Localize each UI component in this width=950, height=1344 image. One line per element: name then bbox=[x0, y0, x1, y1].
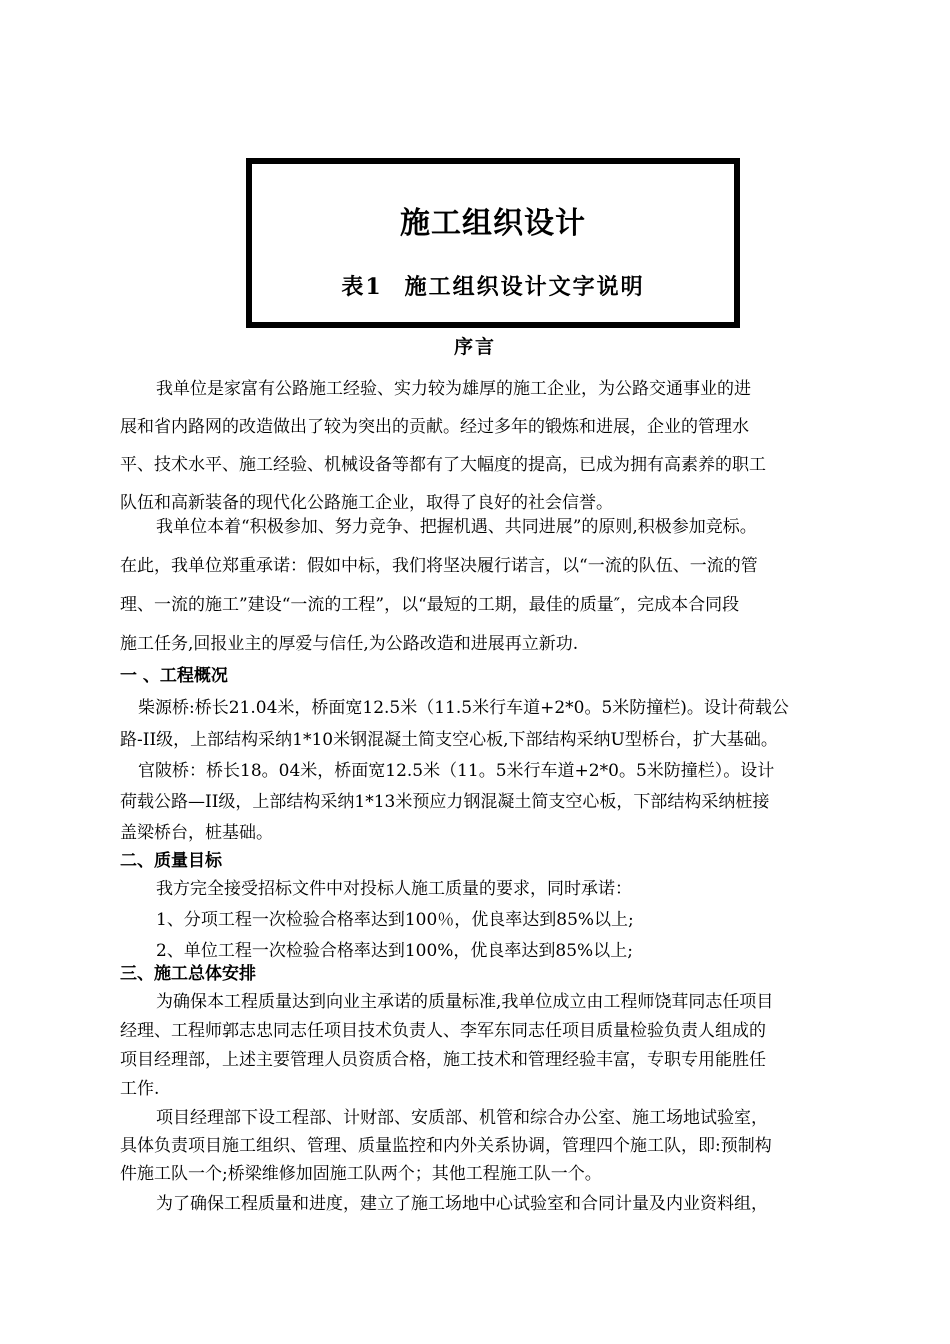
text-line: 平、技术水平、施工经验、机械设备等都有了大幅度的提高，已成为拥有高素养的职工 bbox=[120, 455, 766, 475]
section-3 bbox=[120, 961, 860, 987]
text-line: 荷载公路—II级，上部结构采纳1*13米预应力钢混凝土简支空心板，下部结构采纳桩接 bbox=[120, 792, 770, 812]
text-line: 为确保本工程质量达到向业主承诺的质量标准,我单位成立由工程师饶茸同志任项目 bbox=[156, 992, 774, 1012]
text-line: 1、分项工程一次检验合格率达到100％，优良率达到85%以上; bbox=[156, 910, 634, 930]
text-line: 项目经理部下设工程部、计财部、安质部、机管和综合办公室、施工场地试验室， bbox=[156, 1108, 768, 1128]
section-heading: 三、施工总体安排 bbox=[120, 964, 256, 984]
text-line: 我单位是家富有公路施工经验、实力较为雄厚的施工企业，为公路交通事业的进 bbox=[156, 379, 751, 399]
section-1-paragraph-2 bbox=[120, 756, 860, 849]
section-1 bbox=[120, 662, 860, 690]
section-3-paragraph-1 bbox=[120, 988, 860, 1104]
document-title: 施工组织设计 bbox=[400, 206, 586, 241]
text-line: 盖梁桥台，桩基础。 bbox=[120, 823, 273, 843]
text-line: 路-II级，上部结构采纳1*10米钢混凝土简支空心板,下部结构采纳U型桥台，扩大基础。 bbox=[120, 730, 778, 750]
text-line: 理、一流的施工”建设“一流的工程”，以“最短的工期，最佳的质量″，完成本合同段 bbox=[120, 595, 740, 615]
section-heading: 二、质量目标 bbox=[120, 851, 222, 871]
text-line: 经理、工程师郭志忠同志任项目技术负责人、李军东同志任项目质量检验负责人组成的 bbox=[120, 1021, 766, 1041]
text-line: 展和省内路网的改造做出了较为突出的贡献。经过多年的锻炼和进展，企业的管理水 bbox=[120, 417, 749, 437]
text-line: 队伍和高新装备的现代化公路施工企业，取得了良好的社会信誉。 bbox=[120, 493, 613, 513]
text-line: 2、单位工程一次检验合格率达到100%，优良率达到85%以上; bbox=[156, 941, 633, 961]
section-3-paragraph-2 bbox=[120, 1104, 860, 1188]
text-line: 在此，我单位郑重承诺：假如中标，我们将坚决履行诺言，以“一流的队伍、一流的管 bbox=[120, 556, 758, 576]
text-line: 柴源桥:桥长21.04米，桥面宽12.5米（11.5米行车道+2*0。5米防撞栏)。设计荷载公 bbox=[138, 698, 789, 718]
text-line: 为了确保工程质量和进度，建立了施工场地中心试验室和合同计量及内业资料组， bbox=[156, 1194, 768, 1214]
preface-heading: 序言 bbox=[453, 336, 496, 358]
text-line: 项目经理部，上述主要管理人员资质合格，施工技术和管理经验丰富，专职专用能胜任 bbox=[120, 1050, 766, 1070]
text-line: 工作. bbox=[120, 1079, 160, 1099]
preface-paragraph-1 bbox=[120, 370, 860, 522]
table-number: 表1 bbox=[341, 274, 383, 300]
text-line: 我方完全接受招标文件中对投标人施工质量的要求，同时承诺： bbox=[156, 879, 632, 899]
subtitle-text: 施工组织设计文字说明 bbox=[404, 274, 645, 300]
text-line: 我单位本着“积极参加、努力竞争、把握机遇、共同进展”的原则,积极参加竞标。 bbox=[156, 517, 757, 537]
preface-paragraph-2 bbox=[120, 508, 860, 664]
text-line: 件施工队一个;桥梁维修加固施工队两个；其他工程施工队一个。 bbox=[120, 1164, 602, 1184]
text-line: 具体负责项目施工组织、管理、质量监控和内外关系协调，管理四个施工队，即:预制构 bbox=[120, 1136, 772, 1156]
document-subtitle bbox=[252, 270, 734, 301]
text-line: 官陂桥：桥长18。04米，桥面宽12.5米（11。5米行车道+2*0。5米防撞栏）。设计 bbox=[138, 761, 775, 781]
section-2 bbox=[120, 848, 860, 967]
text-line: 施工任务,回报业主的厚爱与信任,为公路改造和进展再立新功. bbox=[120, 634, 579, 654]
title-box bbox=[246, 158, 740, 328]
section-3-paragraph-3 bbox=[120, 1190, 860, 1218]
section-1-paragraph-1 bbox=[120, 692, 860, 756]
section-heading: 一 、工程概况 bbox=[120, 666, 228, 686]
